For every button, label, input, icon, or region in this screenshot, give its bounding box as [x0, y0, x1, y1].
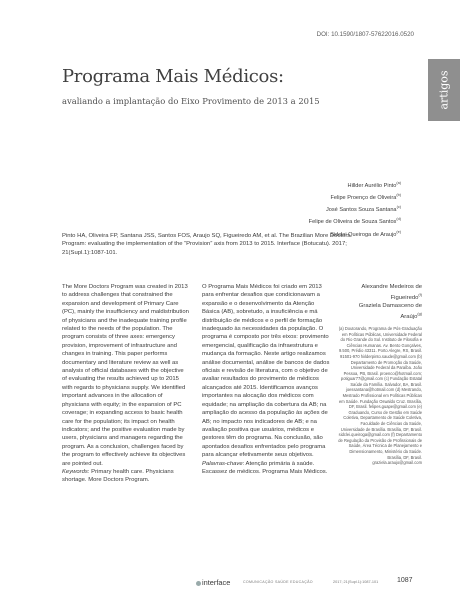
keywords-english: Keywords: Primary health care. Physicians shortage. More Doctors Program.: [62, 468, 174, 484]
extra-author: Graziela Damasceno de Araújo$^{(g)}$: [358, 302, 422, 320]
author-item: José Santos Souza Santana$^{(c)}$: [325, 205, 401, 214]
author-list: [309, 179, 401, 240]
abstract-portuguese-text: O Programa Mais Médicos foi criado em 2013 para enfrentar desafios que condicionavam a expansão e o desenvolvimento da Atenção Básica (AB), sobretudo, a insuficiência e má distribuição de médicos e o perfil de formação inadequado às necessidades da população. O programa é composto por três eixos: provimento emergencial, qualificação da infraestrutura e mudança da formação. Neste artigo realizamos análise documental, análise de bancos de dados oficiais e revisão de literatura, com o objetivo de avaliar resultados do provimento de médicos alcançados até 2015. Identificamos avanços importantes na alocação dos médicos com equidade; na ampliação da cobertura da AB; na ampliação do acesso da população às ações de AB; no impacto nos indicadores de AB; e na avaliação positiva que usuários, médicos e gestores têm do programa. Na conclusão, são apontados desafios enfrentados pelo programa para alcançar efetivamente seus objetivos.: [202, 284, 330, 459]
abstract-english-text: The More Doctors Program was created in 2013 to address challenges that constrained the expansion and development of Primary Care (PC), mainly the insufficiency and maldistribution of physicians and the inadequate training profile related to the needs of the population. The program consists of three axes: emergency provision, improvement of infrastructure and changes in training. This paper performs documentary and literature review as well as analysis of official databases with the objective of evaluating the results achieved up to 2015 with regards to physicians supply. We identified important advances in the allocation of physicians with equity; in the expansion of PC coverage; in expanding access to basic health care for the population; its impact on health indicators; and the positive evaluation made by users, physicians and managers regarding the program. As a conclusion, challenges faced by the program to effectively achieve its objectives are pointed out.: [62, 284, 189, 467]
keywords-portuguese: Palavras-chave: Atenção primária à saúde. Escassez de médicos. Programa Mais Médicos.: [202, 460, 328, 475]
extra-author: Alexandre Medeiros de Figueiredo$^{(f)}$: [361, 284, 422, 301]
author-item: Sidclei Queiroga de Araujo$^{(e)}$: [330, 229, 401, 238]
abstract-portuguese: [202, 283, 330, 476]
section-tab-label: artigos: [437, 70, 451, 110]
journal-logo: interface: [196, 578, 230, 587]
author-item: Felipe de Oliveira de Souza Santos$^{(d)}$: [308, 217, 401, 226]
section-tab: [428, 59, 460, 121]
author-item: Hillder Aurélio Pinto$^{(a)}$: [347, 181, 401, 189]
doi-text: DOI: 10.1590/1807-57622016.0520: [316, 31, 414, 38]
logo-mark-icon: [196, 581, 201, 586]
article-subtitle: avaliando a implantação do Eixo Provimento de 2013 a 2015: [62, 96, 320, 106]
citation: Pinto HA, Oliveira FP, Santana JSS, Santos FOS, Araujo SQ, Figueiredo AM, et al. The Brazilian More Doctors Program: evaluating the implementation of the “Provision” axis from 2013 to 2015. Interface (Botucatu). 2017; 21(Supl.1):1087-101.: [62, 233, 351, 256]
journal-tagline: COMUNICAÇÃO SAÚDE EDUCAÇÃO: [243, 580, 313, 584]
abstract-english: [62, 283, 190, 485]
page-number: 1087: [397, 577, 413, 584]
article-title: Programa Mais Médicos:: [62, 66, 284, 87]
author-item: Felipe Proenço de Oliveira$^{(b)}$: [330, 193, 401, 202]
affiliations-column: [338, 283, 422, 466]
issue-reference: 2017; 21(Supl.1):1087-101: [333, 580, 379, 584]
affiliations-text: (a) Doutorando, Programa de Pós-Graduação em Políticas Públicas, Universidade Federal do Rio Grande do Sul. Instituto de Filosofia e Ciências Humanas. Av. Bento Gonçalves, 9.500, Prédio 43311. Porto Alegre, RS, Brasil. 91501-970 hiılderpinto.saude@gmail.com (b) Departamento de Promoção da Saúde, Universidade Federal da Paraíba. João Pessoa, PB, Brasil. proenco@hotmail.com; potiguar77@gmail.com (c) Fundação Estatal Saúde da Família. Salvador, BA, Brasil. joessantana@hotmail.com (d) Mestrando, Mestrado Profissional em Políticas Públicas em Saúde. Fundação Oswaldo Cruz. Brasília, DF, Brasil. felipes.guape@gmail.com (e) Graduando, Curso de Gestão em Saúde Coletiva, Departamento de Saúde Coletiva, Faculdade de Ciências da Saúde, Universidade de Brasília. Brasília, DF, Brasil. sidclei.queiroga@gmail.com (f) Departamento de Regulação da Provisão de Profissionais de Saúde, Área Técnica de Planejamento e Dimensionamento, Ministério da Saúde. Brasília, DF, Brasil. graziela.araujo@gmail.com: [338, 325, 422, 466]
